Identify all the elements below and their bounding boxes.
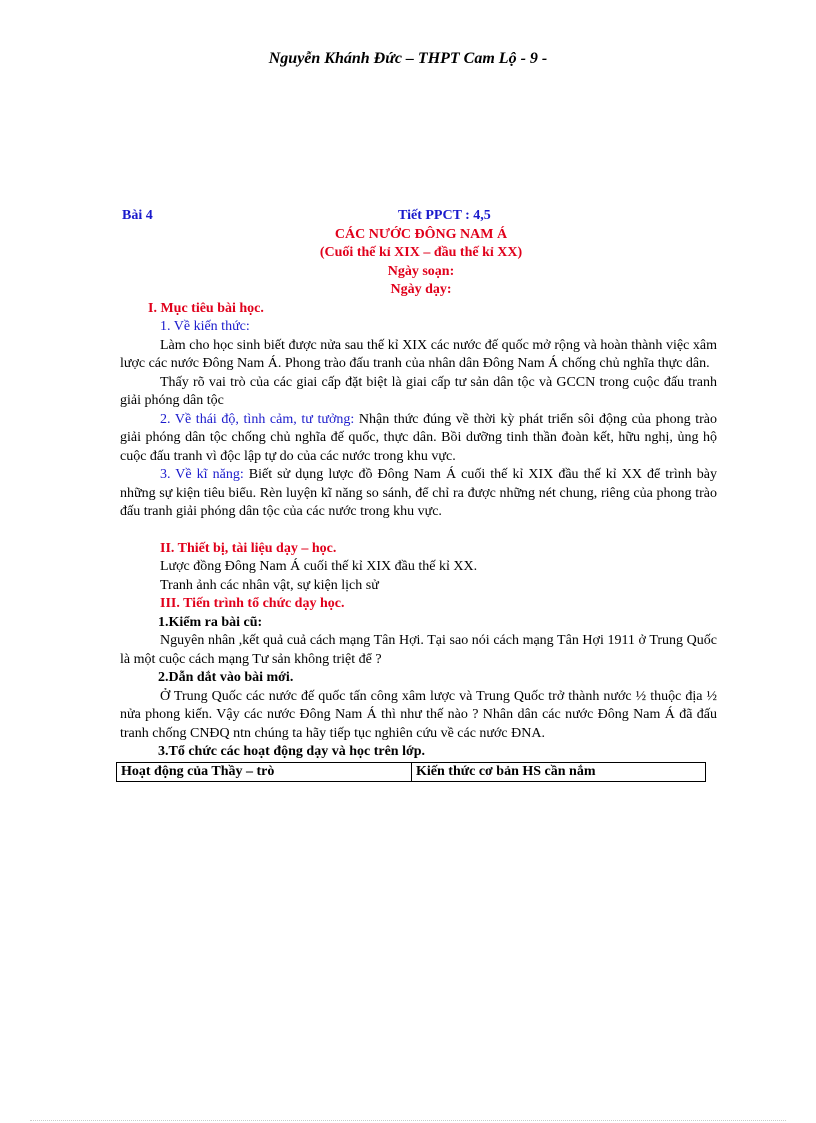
page-header: Nguyễn Khánh Đức – THPT Cam Lộ - 9 - [268,50,548,67]
attitude-paragraph [120,411,717,467]
review-text: Nguyên nhân ,kết quả cuả cách mạng Tân Hợi. Tại sao nói cách mạng Tân Hợi 1911 ở Trung Quốc là một cuộc cách mạng Tư sản không triệt để ? [120,633,717,667]
intro-heading: 2.Dẫn dắt vào bài mới. [158,670,294,685]
knowledge-heading: 1. Về kiến thức: [160,319,250,334]
equipment-line-2: Tranh ảnh các nhân vật, sự kiện lịch sử [160,577,379,593]
knowledge-paragraph-2: Thấy rõ vai trò của các giai cấp đặt biệt là giai cấp tư sản dân tộc và GCCN trong cuộc đấu tranh giải phóng dân tộc [120,374,717,408]
section-3-heading: III. Tiến trình tổ chức dạy học. [160,596,345,611]
document-body [120,207,717,782]
table-header-row [117,762,706,782]
lesson-title: CÁC NƯỚC ĐÔNG NAM Á [334,226,508,242]
lesson-number: Bài 4 [122,208,153,223]
lesson-row [120,207,717,226]
date-taught: Ngày dạy: [390,282,452,297]
lesson-subtitle: (Cuối thế kỉ XIX – đầu thế kỉ XX) [319,245,523,260]
table-col-knowledge: Kiến thức cơ bản HS cần nắm [412,762,706,782]
skills-paragraph [120,466,717,522]
attitude-text: Nhận thức đúng về thời kỳ phát triển sôi động của phong trào giải phóng dân tộc chống chủ nghĩa đế quốc, thực dân. Bồi dưỡng tinh thần đoàn kết, hữu nghị, ủng hộ cuộc đấu tranh vì độc lập tự do của các nước trong khu vực. [120,411,717,464]
skills-text: Biết sử dụng lược đồ Đông Nam Á cuối thế kỉ XIX đầu thế kỉ XX để trình bày những sự kiện tiêu biểu. Rèn luyện kĩ năng so sánh, để chỉ ra được những nét chung, riêng của phong trào đấu tranh giải phóng dân tộc của các nước trong khu vực. [120,467,717,519]
knowledge-paragraph-1: Làm cho học sinh biết được nửa sau thế kỉ XIX các nước đế quốc mở rộng và hoàn thành việc xâm lược các nước Đông Nam Á. Phong trào đấu tranh của nhân dân Đông Nam Á chống chủ nghĩa thực dân. [120,337,717,371]
ppct-label: Tiết PPCT : 4,5 [398,208,491,223]
skills-label: 3. Về kĩ năng: [160,467,244,482]
attitude-label: 2. Về thái độ, tình cảm, tư tưởng: [160,411,355,427]
page-bottom-divider [30,1120,786,1121]
section-1-heading: I. Mục tiêu bài học. [148,300,264,316]
equipment-line-1: Lược đồng Đông Nam Á cuối thế kỉ XIX đầu thế kỉ XX. [160,559,478,574]
activities-heading: 3.Tổ chức các hoạt động dạy và học trên lớp. [158,744,425,759]
activities-table [116,762,706,783]
date-prepared: Ngày soạn: [387,263,455,279]
section-2-heading: II. Thiết bị, tài liệu dạy – học. [160,540,337,556]
intro-text: Ở Trung Quốc các nước đế quốc tấn công xâm lược và Trung Quốc trở thành nước ½ thuộc địa ½ nửa phong kiến. Vậy các nước Đông Nam Á thì như thế nào ? Nhân dân các nước Đông Nam Á đã đấu tranh chống CNĐQ ntn chúng ta hãy tiếp tục nghiên cứu về các nước ĐNA. [120,688,717,741]
review-heading: 1.Kiểm ra bài cũ: [158,614,263,630]
table-col-teacher-student: Hoạt động của Thầy – trò [117,762,412,782]
